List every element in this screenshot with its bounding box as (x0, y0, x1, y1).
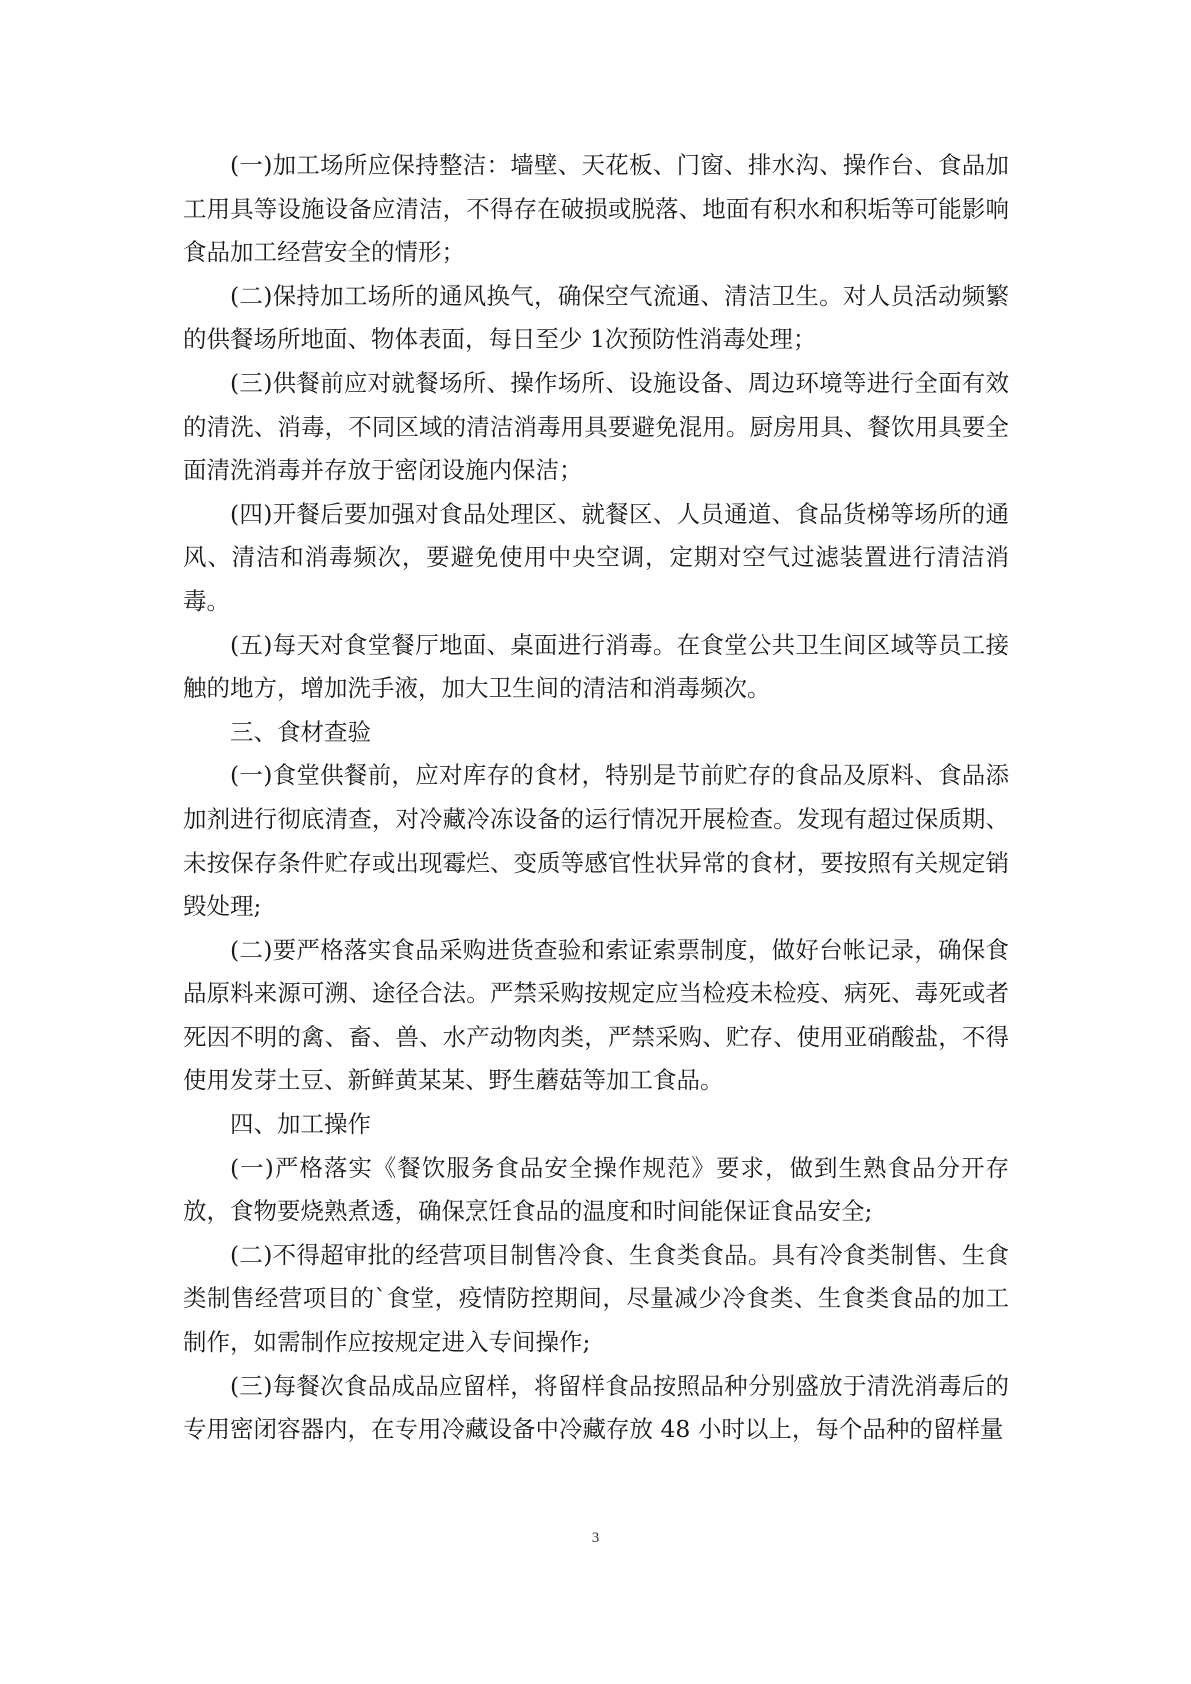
paragraph-7: (二)要严格落实食品采购进货查验和索证索票制度，做好台帐记录，确保食品原料来源可溯、途径合法。严禁采购按规定应当检疫未检疫、病死、毒死或者死因不明的禽、畜、兽、水产动物肉类，严禁采购、贮存、使用亚硝酸盐，不得使用发芽土豆、新鲜黄某某、野生蘑菇等加工食品。 (183, 935, 1009, 1095)
paragraph-4: (四)开餐后要加强对食品处理区、就餐区、人员通道、食品货梯等场所的通风、清洁和消毒频次，要避免使用中央空调，定期对空气过滤装置进行清洁消毒。 (183, 499, 1009, 615)
section-heading-4: 四、加工操作 (230, 1110, 371, 1139)
paragraph-9: (二)不得超审批的经营项目制售冷食、生食类食品。具有冷食类制售、生食类制售经营项目的`食堂，疫情防控期间，尽量减少冷食类、生食类食品的加工制作，如需制作应按规定进入专间操作; (183, 1240, 1009, 1357)
document-body (183, 144, 1009, 1452)
paragraph-6: (一)食堂供餐前，应对库存的食材，特别是节前贮存的食品及原料、食品添加剂进行彻底清查，对冷藏冷冻设备的运行情况开展检查。发现有超过保质期、未按保存条件贮存或出现霉烂、变质等感官性状异常的食材，要按照有关规定销毁处理; (183, 761, 1009, 921)
section-heading-3: 三、食材查验 (230, 717, 371, 746)
paragraph-2: (二)保持加工场所的通风换气，确保空气流通、清洁卫生。对人员活动频繁的供餐场所地面、物体表面，每日至少 1次预防性消毒处理； (183, 281, 1009, 354)
paragraph-10: (三)每餐次食品成品应留样，将留样食品按照品种分别盛放于清洗消毒后的专用密闭容器内，在专用冷藏设备中冷藏存放 48 小时以上，每个品种的留样量 (183, 1371, 1009, 1444)
paragraph-8: (一)严格落实《餐饮服务食品安全操作规范》要求，做到生熟食品分开存放，食物要烧熟煮透，确保烹饪食品的温度和时间能保证食品安全; (183, 1153, 1009, 1226)
paragraph-1: (一)加工场所应保持整洁：墙壁、天花板、门窗、排水沟、操作台、食品加工用具等设施设备应清洁，不得存在破损或脱落、地面有积水和积垢等可能影响食品加工经营安全的情形； (183, 151, 1009, 267)
paragraph-5: (五)每天对食堂餐厅地面、桌面进行消毒。在食堂公共卫生间区域等员工接触的地方，增加洗手液，加大卫生间的清洁和消毒频次。 (183, 630, 1009, 703)
paragraph-3: (三)供餐前应对就餐场所、操作场所、设施设备、周边环境等进行全面有效的清洗、消毒，不同区域的清洁消毒用具要避免混用。厨房用具、餐饮用具要全面清洗消毒并存放于密闭设施内保洁； (183, 368, 1009, 485)
page-number: 3 (591, 1530, 600, 1546)
